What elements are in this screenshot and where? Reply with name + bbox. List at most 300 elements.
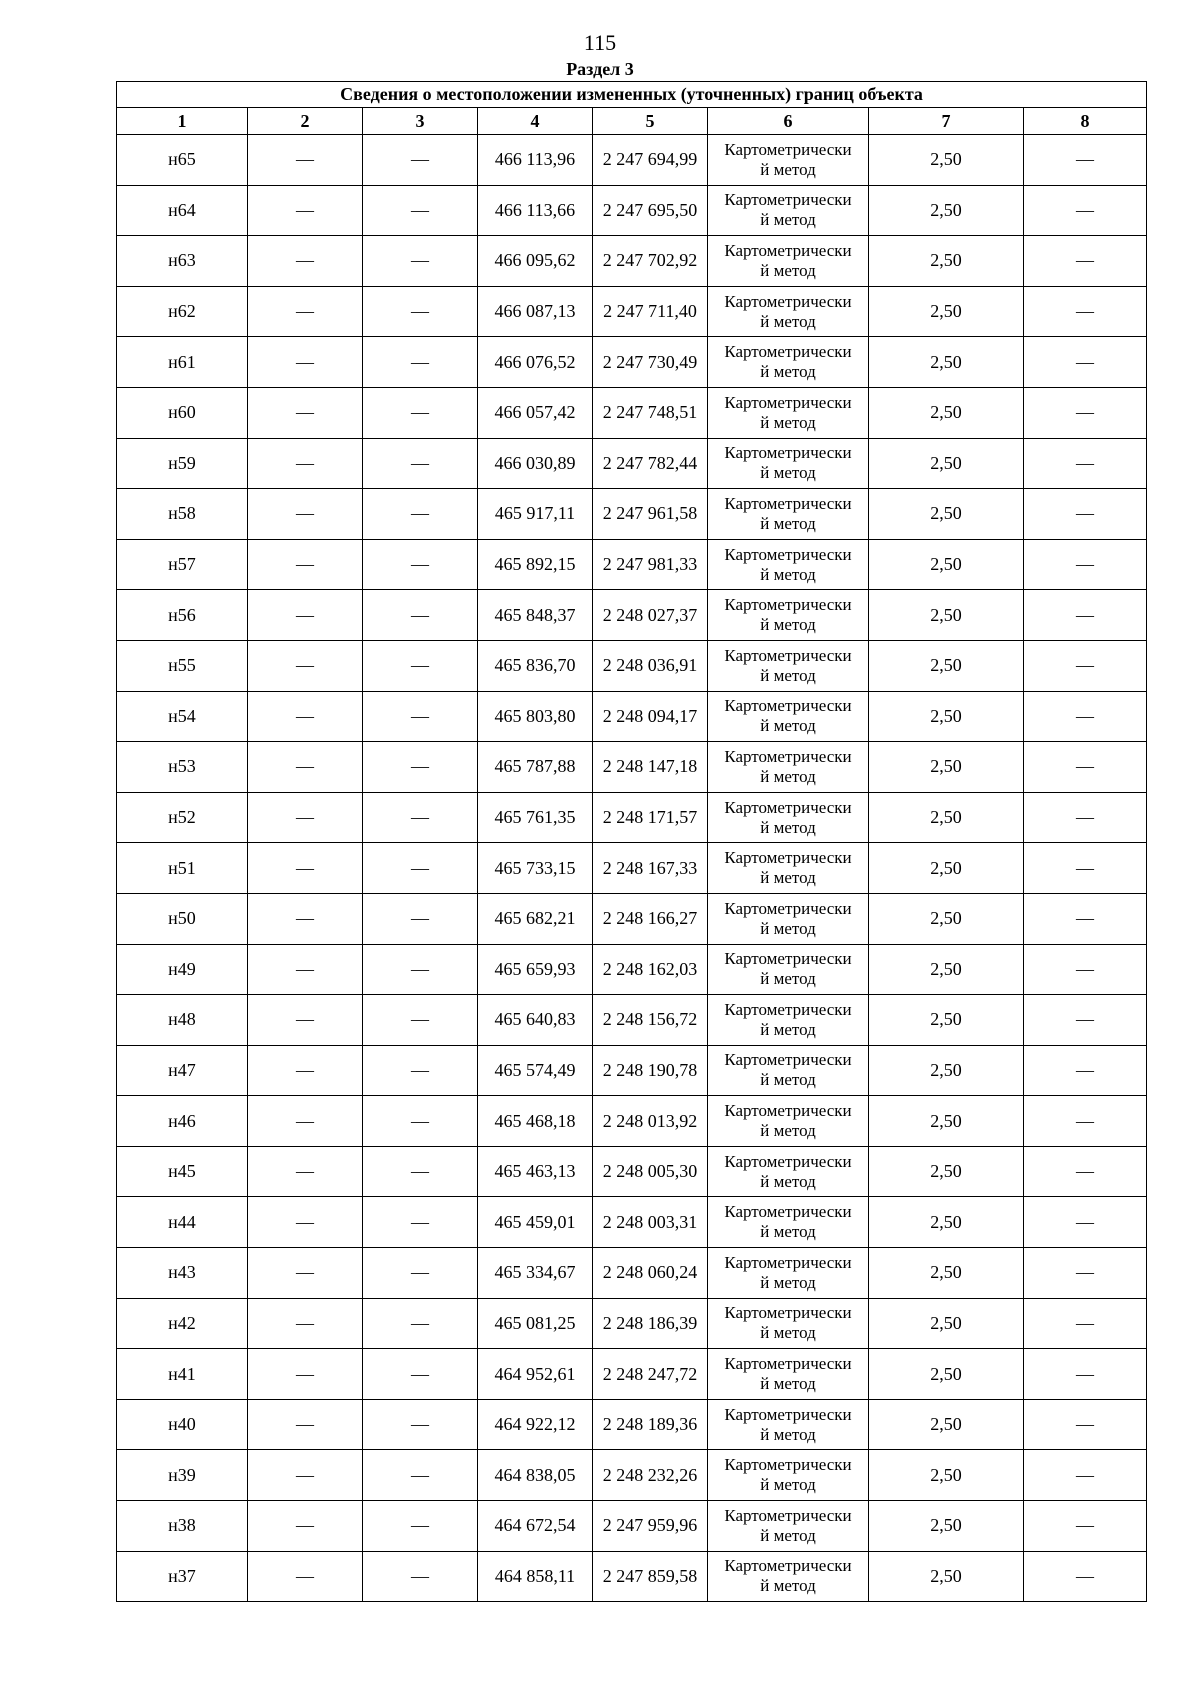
column-header-4: 4 (478, 108, 593, 135)
method-line-2: й метод (760, 362, 816, 382)
method-line-2: й метод (760, 1070, 816, 1090)
col2-cell: — (248, 1096, 363, 1147)
y-coordinate-cell: 2 248 003,31 (593, 1197, 708, 1248)
accuracy-cell: 2,50 (869, 1349, 1024, 1400)
table-row (117, 1349, 1147, 1400)
method-cell (708, 135, 869, 186)
col2-cell: — (248, 1349, 363, 1400)
method-line-1: Картометрически (724, 848, 852, 868)
method-line-1: Картометрически (724, 797, 852, 817)
col2-cell: — (248, 387, 363, 438)
table-row (117, 995, 1147, 1046)
col8-cell: — (1024, 337, 1147, 388)
col2-cell: — (248, 286, 363, 337)
x-coordinate-cell: 465 917,11 (478, 489, 593, 540)
col8-cell: — (1024, 691, 1147, 742)
col3-cell: — (363, 944, 478, 995)
method-line-1: Картометрически (724, 443, 852, 463)
method-line-1: Картометрически (724, 190, 852, 210)
point-id-cell: н49 (117, 944, 248, 995)
table-row (117, 893, 1147, 944)
method-line-1: Картометрически (724, 1505, 852, 1525)
x-coordinate-cell: 466 030,89 (478, 438, 593, 489)
col2-cell: — (248, 1248, 363, 1299)
col3-cell: — (363, 1399, 478, 1450)
col3-cell: — (363, 489, 478, 540)
point-id-cell: н55 (117, 640, 248, 691)
table-row (117, 1248, 1147, 1299)
table-row (117, 539, 1147, 590)
method-line-1: Картометрически (724, 493, 852, 513)
method-cell (708, 1399, 869, 1450)
x-coordinate-cell: 466 095,62 (478, 236, 593, 287)
x-coordinate-cell: 466 113,66 (478, 185, 593, 236)
method-line-1: Картометрически (724, 544, 852, 564)
y-coordinate-cell: 2 248 147,18 (593, 742, 708, 793)
method-line-2: й метод (760, 311, 816, 331)
col3-cell: — (363, 691, 478, 742)
table-row (117, 337, 1147, 388)
col8-cell: — (1024, 640, 1147, 691)
table-body (117, 135, 1147, 1602)
col3-cell: — (363, 995, 478, 1046)
col8-cell: — (1024, 1298, 1147, 1349)
col8-cell: — (1024, 893, 1147, 944)
table-row (117, 1197, 1147, 1248)
table-row (117, 1298, 1147, 1349)
x-coordinate-cell: 465 848,37 (478, 590, 593, 641)
method-line-2: й метод (760, 615, 816, 635)
method-cell (708, 387, 869, 438)
table-caption: Сведения о местоположении измененных (уточненных) границ объекта (117, 82, 1147, 108)
table-row (117, 1450, 1147, 1501)
accuracy-cell: 2,50 (869, 1045, 1024, 1096)
x-coordinate-cell: 464 838,05 (478, 1450, 593, 1501)
method-cell (708, 640, 869, 691)
table-row (117, 843, 1147, 894)
point-id-cell: н41 (117, 1349, 248, 1400)
method-cell (708, 185, 869, 236)
col8-cell: — (1024, 1045, 1147, 1096)
col8-cell: — (1024, 792, 1147, 843)
method-cell (708, 1551, 869, 1602)
y-coordinate-cell: 2 247 695,50 (593, 185, 708, 236)
method-line-2: й метод (760, 513, 816, 533)
point-id-cell: н63 (117, 236, 248, 287)
col2-cell: — (248, 995, 363, 1046)
x-coordinate-cell: 466 087,13 (478, 286, 593, 337)
accuracy-cell: 2,50 (869, 995, 1024, 1046)
col2-cell: — (248, 691, 363, 742)
y-coordinate-cell: 2 247 711,40 (593, 286, 708, 337)
y-coordinate-cell: 2 248 166,27 (593, 893, 708, 944)
table-row (117, 1399, 1147, 1450)
method-cell (708, 944, 869, 995)
point-id-cell: н42 (117, 1298, 248, 1349)
section-title: Раздел 3 (566, 59, 634, 79)
accuracy-cell: 2,50 (869, 438, 1024, 489)
y-coordinate-cell: 2 247 748,51 (593, 387, 708, 438)
method-line-2: й метод (760, 817, 816, 837)
col3-cell: — (363, 1045, 478, 1096)
col8-cell: — (1024, 236, 1147, 287)
point-id-cell: н60 (117, 387, 248, 438)
col3-cell: — (363, 387, 478, 438)
point-id-cell: н54 (117, 691, 248, 742)
accuracy-cell: 2,50 (869, 1146, 1024, 1197)
accuracy-cell: 2,50 (869, 1450, 1024, 1501)
col2-cell: — (248, 1197, 363, 1248)
table-row (117, 135, 1147, 186)
col2-cell: — (248, 640, 363, 691)
col3-cell: — (363, 1501, 478, 1552)
col8-cell: — (1024, 387, 1147, 438)
y-coordinate-cell: 2 247 981,33 (593, 539, 708, 590)
coordinates-table (116, 81, 1147, 1602)
table-row (117, 792, 1147, 843)
col3-cell: — (363, 742, 478, 793)
col2-cell: — (248, 337, 363, 388)
x-coordinate-cell: 465 682,21 (478, 893, 593, 944)
col8-cell: — (1024, 944, 1147, 995)
col2-cell: — (248, 1399, 363, 1450)
col8-cell: — (1024, 539, 1147, 590)
point-id-cell: н61 (117, 337, 248, 388)
y-coordinate-cell: 2 248 005,30 (593, 1146, 708, 1197)
method-line-1: Картометрически (724, 1303, 852, 1323)
x-coordinate-cell: 465 468,18 (478, 1096, 593, 1147)
method-cell (708, 1096, 869, 1147)
method-cell (708, 1248, 869, 1299)
col3-cell: — (363, 1349, 478, 1400)
method-line-2: й метод (760, 210, 816, 230)
method-line-2: й метод (760, 463, 816, 483)
method-line-1: Картометрически (724, 291, 852, 311)
point-id-cell: н51 (117, 843, 248, 894)
col3-cell: — (363, 286, 478, 337)
point-id-cell: н57 (117, 539, 248, 590)
accuracy-cell: 2,50 (869, 843, 1024, 894)
method-cell (708, 1450, 869, 1501)
col8-cell: — (1024, 1450, 1147, 1501)
method-line-2: й метод (760, 159, 816, 179)
point-id-cell: н44 (117, 1197, 248, 1248)
method-line-1: Картометрически (724, 696, 852, 716)
column-header-row (117, 108, 1147, 135)
col8-cell: — (1024, 843, 1147, 894)
table-row (117, 1045, 1147, 1096)
table-row (117, 944, 1147, 995)
method-line-2: й метод (760, 1323, 816, 1343)
col3-cell: — (363, 640, 478, 691)
point-id-cell: н56 (117, 590, 248, 641)
x-coordinate-cell: 465 733,15 (478, 843, 593, 894)
accuracy-cell: 2,50 (869, 286, 1024, 337)
y-coordinate-cell: 2 248 094,17 (593, 691, 708, 742)
point-id-cell: н52 (117, 792, 248, 843)
col3-cell: — (363, 1197, 478, 1248)
x-coordinate-cell: 465 787,88 (478, 742, 593, 793)
method-line-2: й метод (760, 918, 816, 938)
x-coordinate-cell: 465 334,67 (478, 1248, 593, 1299)
x-coordinate-cell: 465 640,83 (478, 995, 593, 1046)
y-coordinate-cell: 2 247 702,92 (593, 236, 708, 287)
method-cell (708, 792, 869, 843)
y-coordinate-cell: 2 247 782,44 (593, 438, 708, 489)
col8-cell: — (1024, 286, 1147, 337)
y-coordinate-cell: 2 247 730,49 (593, 337, 708, 388)
col3-cell: — (363, 1096, 478, 1147)
point-id-cell: н65 (117, 135, 248, 186)
column-header-6: 6 (708, 108, 869, 135)
col8-cell: — (1024, 489, 1147, 540)
col2-cell: — (248, 1501, 363, 1552)
table-row (117, 1551, 1147, 1602)
method-cell (708, 1045, 869, 1096)
point-id-cell: н64 (117, 185, 248, 236)
x-coordinate-cell: 465 463,13 (478, 1146, 593, 1197)
method-line-2: й метод (760, 868, 816, 888)
col2-cell: — (248, 792, 363, 843)
x-coordinate-cell: 464 672,54 (478, 1501, 593, 1552)
method-line-2: й метод (760, 1475, 816, 1495)
y-coordinate-cell: 2 247 959,96 (593, 1501, 708, 1552)
col8-cell: — (1024, 1197, 1147, 1248)
col2-cell: — (248, 438, 363, 489)
col8-cell: — (1024, 1248, 1147, 1299)
table-row (117, 742, 1147, 793)
method-line-1: Картометрически (724, 1455, 852, 1475)
col8-cell: — (1024, 1349, 1147, 1400)
column-header-5: 5 (593, 108, 708, 135)
col8-cell: — (1024, 1551, 1147, 1602)
col2-cell: — (248, 539, 363, 590)
method-cell (708, 590, 869, 641)
y-coordinate-cell: 2 248 060,24 (593, 1248, 708, 1299)
accuracy-cell: 2,50 (869, 1551, 1024, 1602)
point-id-cell: н39 (117, 1450, 248, 1501)
accuracy-cell: 2,50 (869, 944, 1024, 995)
method-line-2: й метод (760, 1222, 816, 1242)
x-coordinate-cell: 466 076,52 (478, 337, 593, 388)
method-cell (708, 236, 869, 287)
method-cell (708, 1146, 869, 1197)
column-header-3: 3 (363, 108, 478, 135)
col3-cell: — (363, 185, 478, 236)
col3-cell: — (363, 438, 478, 489)
method-line-2: й метод (760, 1374, 816, 1394)
col3-cell: — (363, 1248, 478, 1299)
point-id-cell: н47 (117, 1045, 248, 1096)
column-header-1: 1 (117, 108, 248, 135)
col3-cell: — (363, 1450, 478, 1501)
method-cell (708, 742, 869, 793)
method-line-2: й метод (760, 969, 816, 989)
accuracy-cell: 2,50 (869, 792, 1024, 843)
col2-cell: — (248, 1450, 363, 1501)
col2-cell: — (248, 489, 363, 540)
method-line-1: Картометрически (724, 1050, 852, 1070)
x-coordinate-cell: 465 836,70 (478, 640, 593, 691)
table-row (117, 286, 1147, 337)
method-cell (708, 489, 869, 540)
page-number: 115 (583, 30, 617, 55)
method-cell (708, 1197, 869, 1248)
method-line-2: й метод (760, 1272, 816, 1292)
x-coordinate-cell: 465 803,80 (478, 691, 593, 742)
x-coordinate-cell: 466 057,42 (478, 387, 593, 438)
accuracy-cell: 2,50 (869, 1399, 1024, 1450)
method-cell (708, 438, 869, 489)
method-line-2: й метод (760, 766, 816, 786)
method-line-1: Картометрически (724, 240, 852, 260)
y-coordinate-cell: 2 248 162,03 (593, 944, 708, 995)
col3-cell: — (363, 1298, 478, 1349)
method-line-2: й метод (760, 1424, 816, 1444)
method-line-2: й метод (760, 716, 816, 736)
accuracy-cell: 2,50 (869, 742, 1024, 793)
method-cell (708, 893, 869, 944)
x-coordinate-cell: 465 574,49 (478, 1045, 593, 1096)
col8-cell: — (1024, 1096, 1147, 1147)
accuracy-cell: 2,50 (869, 1248, 1024, 1299)
method-cell (708, 995, 869, 1046)
col3-cell: — (363, 590, 478, 641)
point-id-cell: н62 (117, 286, 248, 337)
method-line-1: Картометрически (724, 999, 852, 1019)
column-header-7: 7 (869, 108, 1024, 135)
accuracy-cell: 2,50 (869, 539, 1024, 590)
accuracy-cell: 2,50 (869, 387, 1024, 438)
method-line-1: Картометрически (724, 898, 852, 918)
point-id-cell: н38 (117, 1501, 248, 1552)
method-line-2: й метод (760, 1576, 816, 1596)
method-line-2: й метод (760, 564, 816, 584)
col3-cell: — (363, 893, 478, 944)
method-cell (708, 337, 869, 388)
x-coordinate-cell: 465 459,01 (478, 1197, 593, 1248)
table-row (117, 489, 1147, 540)
y-coordinate-cell: 2 247 961,58 (593, 489, 708, 540)
method-cell (708, 286, 869, 337)
accuracy-cell: 2,50 (869, 236, 1024, 287)
x-coordinate-cell: 465 081,25 (478, 1298, 593, 1349)
method-line-1: Картометрически (724, 1404, 852, 1424)
col2-cell: — (248, 590, 363, 641)
method-line-1: Картометрически (724, 1354, 852, 1374)
col8-cell: — (1024, 590, 1147, 641)
method-line-1: Картометрически (724, 746, 852, 766)
x-coordinate-cell: 464 858,11 (478, 1551, 593, 1602)
point-id-cell: н59 (117, 438, 248, 489)
method-line-2: й метод (760, 1019, 816, 1039)
col3-cell: — (363, 843, 478, 894)
point-id-cell: н48 (117, 995, 248, 1046)
point-id-cell: н43 (117, 1248, 248, 1299)
method-line-1: Картометрически (724, 392, 852, 412)
col8-cell: — (1024, 438, 1147, 489)
column-header-2: 2 (248, 108, 363, 135)
method-cell (708, 691, 869, 742)
method-line-2: й метод (760, 1171, 816, 1191)
point-id-cell: н37 (117, 1551, 248, 1602)
method-line-1: Картометрически (724, 1252, 852, 1272)
accuracy-cell: 2,50 (869, 1197, 1024, 1248)
y-coordinate-cell: 2 248 247,72 (593, 1349, 708, 1400)
table-row (117, 691, 1147, 742)
method-cell (708, 1298, 869, 1349)
accuracy-cell: 2,50 (869, 337, 1024, 388)
col8-cell: — (1024, 995, 1147, 1046)
x-coordinate-cell: 466 113,96 (478, 135, 593, 186)
col3-cell: — (363, 539, 478, 590)
x-coordinate-cell: 465 761,35 (478, 792, 593, 843)
y-coordinate-cell: 2 248 036,91 (593, 640, 708, 691)
point-id-cell: н50 (117, 893, 248, 944)
col2-cell: — (248, 135, 363, 186)
method-line-2: й метод (760, 1525, 816, 1545)
y-coordinate-cell: 2 248 189,36 (593, 1399, 708, 1450)
y-coordinate-cell: 2 247 694,99 (593, 135, 708, 186)
y-coordinate-cell: 2 248 013,92 (593, 1096, 708, 1147)
y-coordinate-cell: 2 247 859,58 (593, 1551, 708, 1602)
accuracy-cell: 2,50 (869, 1298, 1024, 1349)
accuracy-cell: 2,50 (869, 893, 1024, 944)
method-cell (708, 843, 869, 894)
x-coordinate-cell: 465 659,93 (478, 944, 593, 995)
table-row (117, 1096, 1147, 1147)
col2-cell: — (248, 1146, 363, 1197)
method-cell (708, 1349, 869, 1400)
y-coordinate-cell: 2 248 232,26 (593, 1450, 708, 1501)
col2-cell: — (248, 1298, 363, 1349)
method-line-2: й метод (760, 412, 816, 432)
col2-cell: — (248, 1045, 363, 1096)
point-id-cell: н46 (117, 1096, 248, 1147)
col3-cell: — (363, 1551, 478, 1602)
col2-cell: — (248, 742, 363, 793)
col3-cell: — (363, 337, 478, 388)
accuracy-cell: 2,50 (869, 691, 1024, 742)
col8-cell: — (1024, 185, 1147, 236)
y-coordinate-cell: 2 248 027,37 (593, 590, 708, 641)
y-coordinate-cell: 2 248 186,39 (593, 1298, 708, 1349)
table-row (117, 438, 1147, 489)
accuracy-cell: 2,50 (869, 590, 1024, 641)
method-line-2: й метод (760, 665, 816, 685)
method-cell (708, 539, 869, 590)
col2-cell: — (248, 843, 363, 894)
method-line-1: Картометрически (724, 1101, 852, 1121)
col8-cell: — (1024, 742, 1147, 793)
col2-cell: — (248, 1551, 363, 1602)
method-line-2: й метод (760, 260, 816, 280)
table-row (117, 1501, 1147, 1552)
col2-cell: — (248, 893, 363, 944)
table-row (117, 590, 1147, 641)
col8-cell: — (1024, 1501, 1147, 1552)
method-line-1: Картометрически (724, 139, 852, 159)
accuracy-cell: 2,50 (869, 1501, 1024, 1552)
col8-cell: — (1024, 1146, 1147, 1197)
point-id-cell: н58 (117, 489, 248, 540)
method-line-1: Картометрически (724, 1202, 852, 1222)
col3-cell: — (363, 792, 478, 843)
method-line-1: Картометрически (724, 1151, 852, 1171)
point-id-cell: н45 (117, 1146, 248, 1197)
col8-cell: — (1024, 1399, 1147, 1450)
method-line-1: Картометрически (724, 1556, 852, 1576)
